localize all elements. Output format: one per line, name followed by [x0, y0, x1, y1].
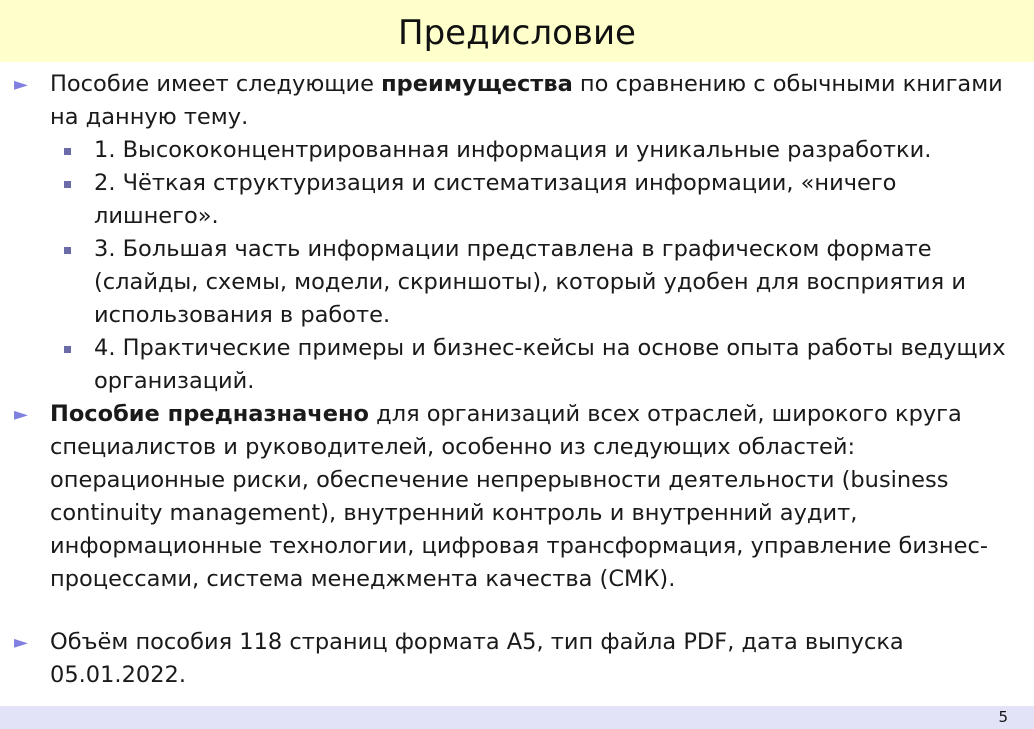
bullet-bold-text: преимущества — [381, 71, 573, 97]
square-bullet-icon — [64, 247, 71, 254]
sub-bullet — [0, 134, 1034, 167]
sub-bullet-text: 2. Чёткая структуризация и систематизация информации, «ничего лишнего». — [94, 170, 897, 229]
triangle-bullet-icon: ► — [14, 74, 28, 95]
bullet-advantages — [0, 68, 1034, 134]
page-number: 5 — [998, 708, 1008, 726]
triangle-bullet-icon: ► — [14, 632, 28, 653]
square-bullet-icon — [64, 148, 71, 155]
bullet-volume — [0, 626, 1034, 692]
sub-bullet-text: 3. Большая часть информации представлена в графическом формате (слайды, схемы, модели, скриншоты), который удобен для восприятия и использования в работе. — [94, 236, 966, 328]
bullet-text: для организаций всех отраслей, широкого круга специалистов и руководителей, особенно из следующих областей: операционные риски, обеспечение непрерывности деятельности (business continuity management), внутренний контроль и внутренний аудит, информационные технологии, цифровая трансформация, управление бизнес-процессами, система менеджмента качества (СМК). — [50, 401, 988, 592]
sub-bullet-text: 4. Практические примеры и бизнес-кейсы на основе опыта работы ведущих организаций. — [94, 335, 1006, 394]
square-bullet-icon — [64, 181, 71, 188]
bullet-bold-text: Пособие предназначено — [50, 401, 369, 427]
page-title: Предисловие — [398, 13, 636, 53]
bullet-purpose — [0, 398, 1034, 596]
bullet-text: по сравнению с обычными книгами на данную тему. — [50, 71, 1003, 130]
bullet-text: Пособие имеет следующие — [50, 71, 382, 97]
sub-bullet — [0, 233, 1034, 332]
sub-bullet — [0, 332, 1034, 398]
square-bullet-icon — [64, 346, 71, 353]
sub-bullet — [0, 167, 1034, 233]
title-bar — [0, 0, 1034, 62]
bullet-text: Объём пособия 118 страниц формата А5, тип файла PDF, дата выпуска 05.01.2022. — [50, 629, 904, 688]
sub-bullet-text: 1. Высококонцентрированная информация и уникальные разработки. — [94, 137, 932, 163]
footer-bar — [0, 706, 1034, 729]
slide-content — [0, 62, 1034, 692]
triangle-bullet-icon: ► — [14, 404, 28, 425]
